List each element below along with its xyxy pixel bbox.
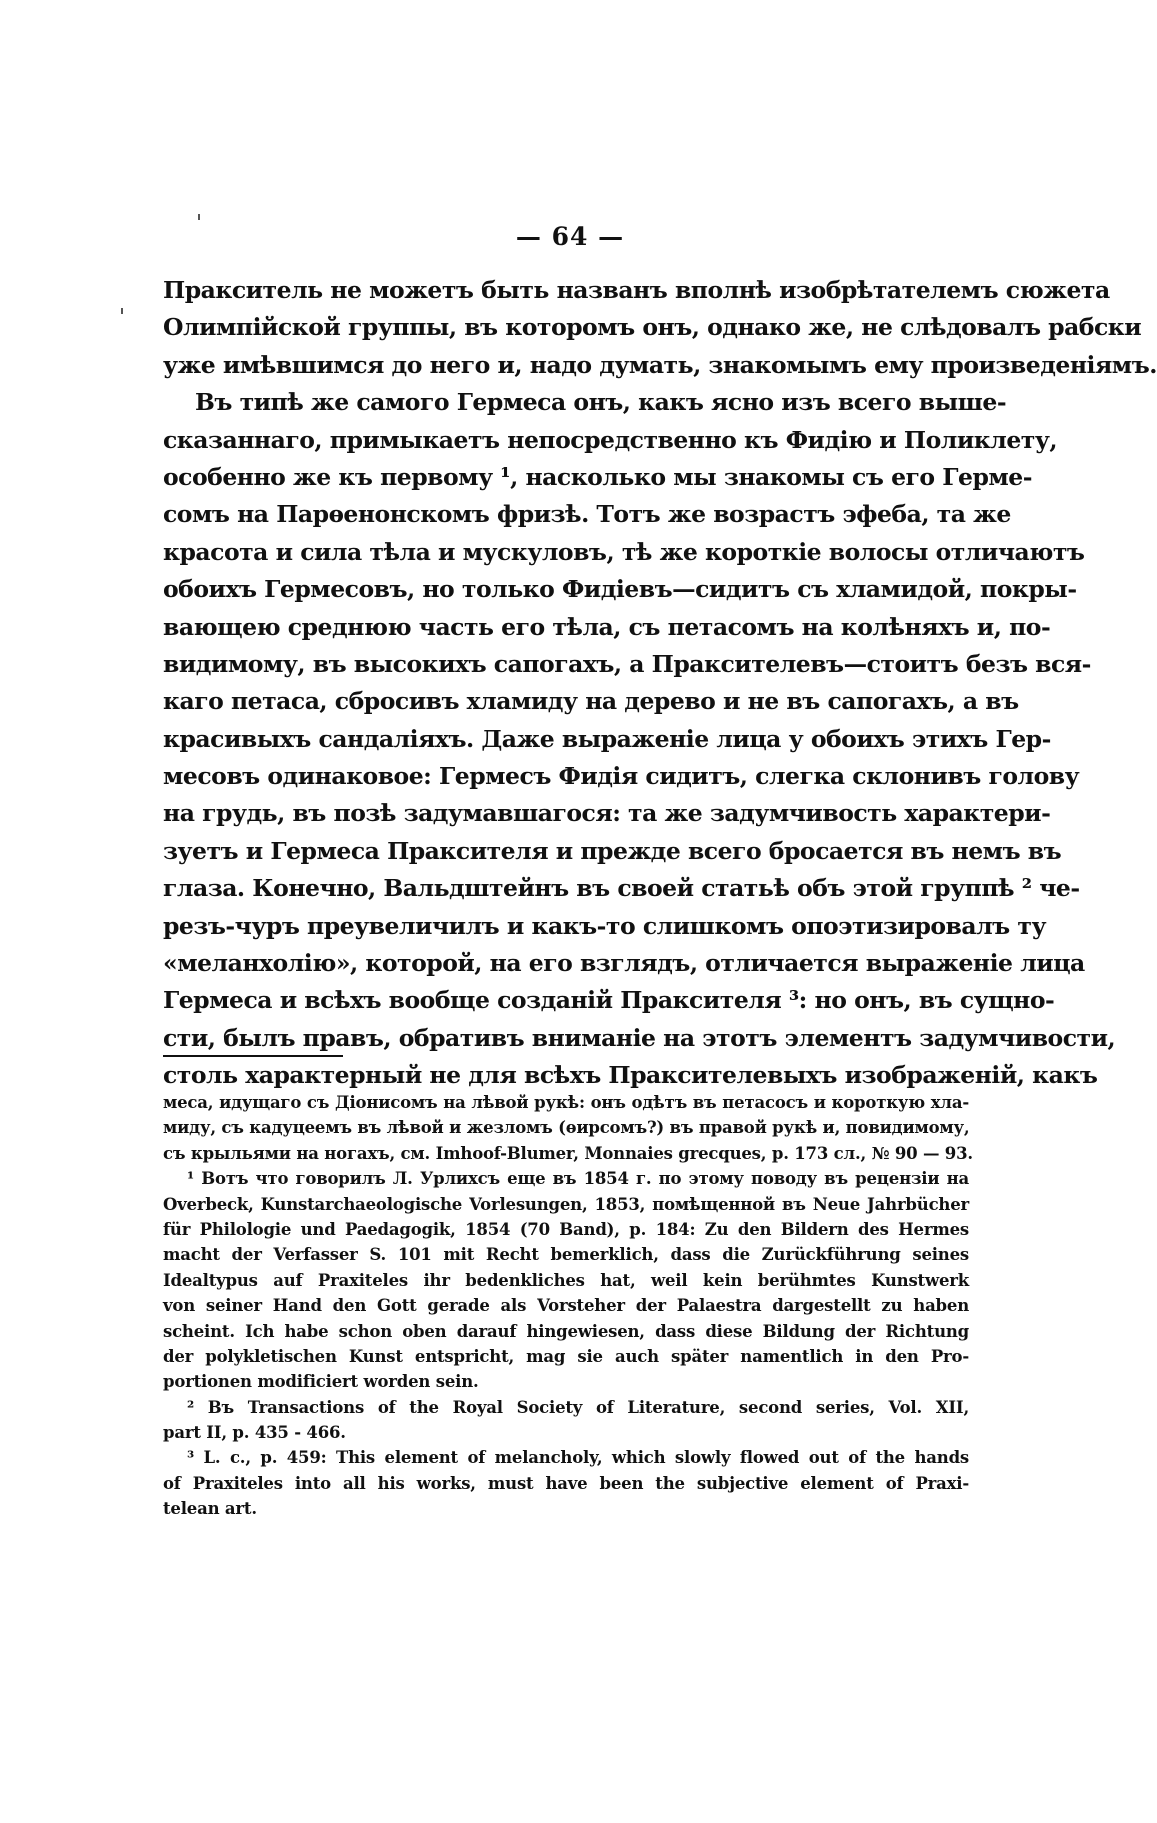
footnote-line: Idealtypus auf Praxiteles ihr bedenkliches hat, weil kein berühmtes Kunstwerk: [163, 1270, 969, 1290]
scan-speck: [198, 214, 200, 220]
text-line: Въ типѣ же самого Гермеса онъ, какъ ясно изъ всего выше-: [195, 388, 1007, 417]
footnote-line: macht der Verfasser S. 101 mit Recht bemerklich, dass die Zurückführung seines: [163, 1245, 969, 1265]
text-line: сти, былъ правъ, обративъ вниманіе на этотъ элементъ задумчивости,: [163, 1023, 1116, 1052]
footnote-line: der polykletischen Kunst entspricht, mag sie auch später namentlich in den Pro-: [163, 1346, 969, 1366]
footnote-line: ³ L. c., p. 459: This element of melancholy, which slowly flowed out of the hands: [187, 1448, 969, 1468]
text-line: красивыхъ сандаліяхъ. Даже выраженіе лица у обоихъ этихъ Гер-: [163, 724, 1051, 753]
scan-speck: [121, 308, 123, 314]
text-line: особенно же къ первому ¹, насколько мы знакомы съ его Герме-: [163, 462, 1033, 491]
text-line: видимому, въ высокихъ сапогахъ, а Праксителевъ—стоитъ безъ вся-: [163, 649, 1091, 678]
text-line: «меланхолію», которой, на его взглядъ, отличается выраженіе лица: [163, 949, 1085, 978]
main-text-block: [163, 272, 1157, 1095]
footnote-divider: [163, 1055, 343, 1057]
text-line: уже имѣвшимся до него и, надо думать, знакомымъ ему произведеніямъ.: [163, 350, 1157, 379]
footnote-line: Overbeck, Kunstarchaeologische Vorlesungen, 1853, помѣщенной въ Neue Jahrbücher: [163, 1194, 969, 1214]
text-line: на грудь, въ позѣ задумавшагося: та же задумчивость характери-: [163, 799, 1051, 828]
text-line: красота и сила тѣла и мускуловъ, тѣ же короткіе волосы отличаютъ: [163, 537, 1085, 566]
text-line: Олимпійской группы, въ которомъ онъ, однако же, не слѣдовалъ рабски: [163, 313, 1142, 342]
text-line: столь характерный не для всѣхъ Праксителевыхъ изображеній, какъ: [163, 1061, 1098, 1090]
footnote-line: portionen modificiert worden sein.: [163, 1372, 479, 1392]
text-line: зуетъ и Гермеса Праксителя и прежде всего бросается въ немъ въ: [163, 836, 1062, 865]
text-line: Гермеса и всѣхъ вообще созданій Праксителя ³: но онъ, въ сущно-: [163, 986, 1055, 1015]
footnote-line: scheint. Ich habe schon oben darauf hingewiesen, dass diese Bildung der Richtung: [163, 1321, 969, 1341]
footnote-line: of Praxiteles into all his works, must have been the subjective element of Praxi-: [163, 1473, 969, 1493]
footnote-line: part II, p. 435 - 466.: [163, 1423, 346, 1443]
footnote-line: ² Въ Transactions of the Royal Society of Literature, second series, Vol. XII,: [187, 1397, 969, 1417]
text-line: вающею среднюю часть его тѣла, съ петасомъ на колѣняхъ и, по-: [163, 612, 1051, 641]
footnote-line: меса, идущаго съ Діонисомъ на лѣвой рукѣ: онъ одѣтъ въ петасосъ и короткую хла-: [163, 1093, 969, 1112]
text-line: обоихъ Гермесовъ, но только Фидіевъ—сидитъ съ хламидой, покры-: [163, 575, 1077, 604]
footnote-line: ¹ Вотъ что говорилъ Л. Урлихсъ еще въ 1854 г. по этому поводу въ рецензіи на: [187, 1169, 969, 1189]
text-line: глаза. Конечно, Вальдштейнъ въ своей статьѣ объ этой группѣ ² че-: [163, 874, 1080, 903]
text-line: резъ-чуръ преувеличилъ и какъ-то слишкомъ опоэтизировалъ ту: [163, 911, 1046, 940]
footnote-line: миду, съ кадуцеемъ въ лѣвой и жезломъ (ѳирсомъ?) въ правой рукѣ и, повидимому,: [163, 1118, 970, 1138]
footnotes-block: [163, 1090, 973, 1522]
footnote-line: von seiner Hand den Gott gerade als Vorsteher der Palaestra dargestellt zu haben: [163, 1296, 969, 1316]
text-line: сомъ на Парѳенонскомъ фризѣ. Тотъ же возрастъ эфеба, та же: [163, 500, 1011, 529]
footnote-line: telean art.: [163, 1499, 257, 1519]
text-line: каго петаса, сбросивъ хламиду на дерево и не въ сапогахъ, а въ: [163, 687, 1019, 716]
text-line: месовъ одинаковое: Гермесъ Фидія сидитъ, слегка склонивъ голову: [163, 762, 1080, 791]
footnote-line: für Philologie und Paedagogik, 1854 (70 Band), p. 184: Zu den Bildern des Hermes: [163, 1219, 969, 1239]
page-number: — 64 —: [515, 222, 625, 251]
text-line: сказаннаго, примыкаетъ непосредственно къ Фидію и Поликлету,: [163, 425, 1058, 454]
footnote-line: съ крыльями на ногахъ, см. Imhoof-Blumer, Monnaies grecques, p. 173 сл., № 90 — 93.: [163, 1143, 973, 1163]
text-line: Пракситель не можетъ быть названъ вполнѣ изобрѣтателемъ сюжета: [163, 276, 1110, 304]
